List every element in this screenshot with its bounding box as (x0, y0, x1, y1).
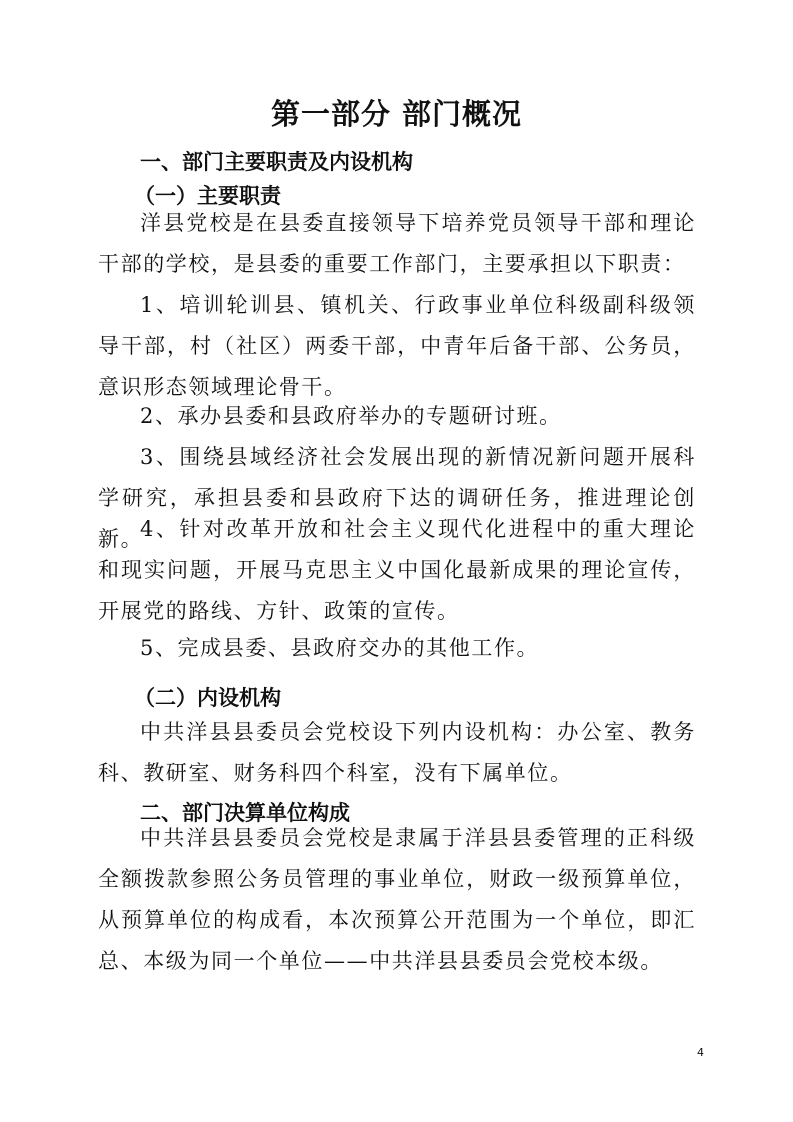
section-heading-responsibilities-structure: 一、部门主要职责及内设机构 (140, 150, 413, 174)
budget-units-paragraph: 中共洋县县委员会党校是隶属于洋县县委管理的正科级全额拨款参照公务员管理的事业单位，财政一级预算单位，从预算单位的构成看，本次预算公开范围为一个单位，即汇总、本级为同一个单位——中共洋县县委员会党校本级。 (98, 826, 696, 973)
page-title: 第一部分 部门概况 (270, 97, 523, 131)
duty-item-4: 4、针对改革开放和社会主义现代化进程中的重大理论和现实问题，开展马克思主义中国化最新成果的理论宣传，开展党的路线、方针、政策的宣传。 (98, 517, 696, 623)
page-number: 4 (697, 1046, 704, 1059)
subsection-heading-main-duties: （一）主要职责 (134, 184, 281, 208)
internal-structure-paragraph: 中共洋县县委员会党校设下列内设机构：办公室、教务科、教研室、财务科四个科室，没有下属单位。 (98, 720, 696, 785)
duty-item-1: 1、培训轮训县、镇机关、行政事业单位科级副科级领导干部，村（社区）两委干部，中青年后备干部、公务员，意识形态领域理论骨干。 (98, 293, 696, 399)
duties-intro-paragraph: 洋县党校是在县委直接领导下培养党员领导干部和理论干部的学校，是县委的重要工作部门，主要承担以下职责： (98, 211, 696, 276)
duty-item-2: 2、承办县委和县政府举办的专题研讨班。 (140, 404, 562, 428)
subsection-heading-internal-structure: （二）内设机构 (134, 686, 281, 710)
duty-item-3: 3、围绕县域经济社会发展出现的新情况新问题开展科学研究，承担县委和县政府下达的调研任务，推进理论创新。 (98, 445, 696, 551)
section-heading-budget-units: 二、部门决算单位构成 (140, 801, 350, 825)
duty-item-5: 5、完成县委、县政府交办的其他工作。 (140, 636, 540, 660)
